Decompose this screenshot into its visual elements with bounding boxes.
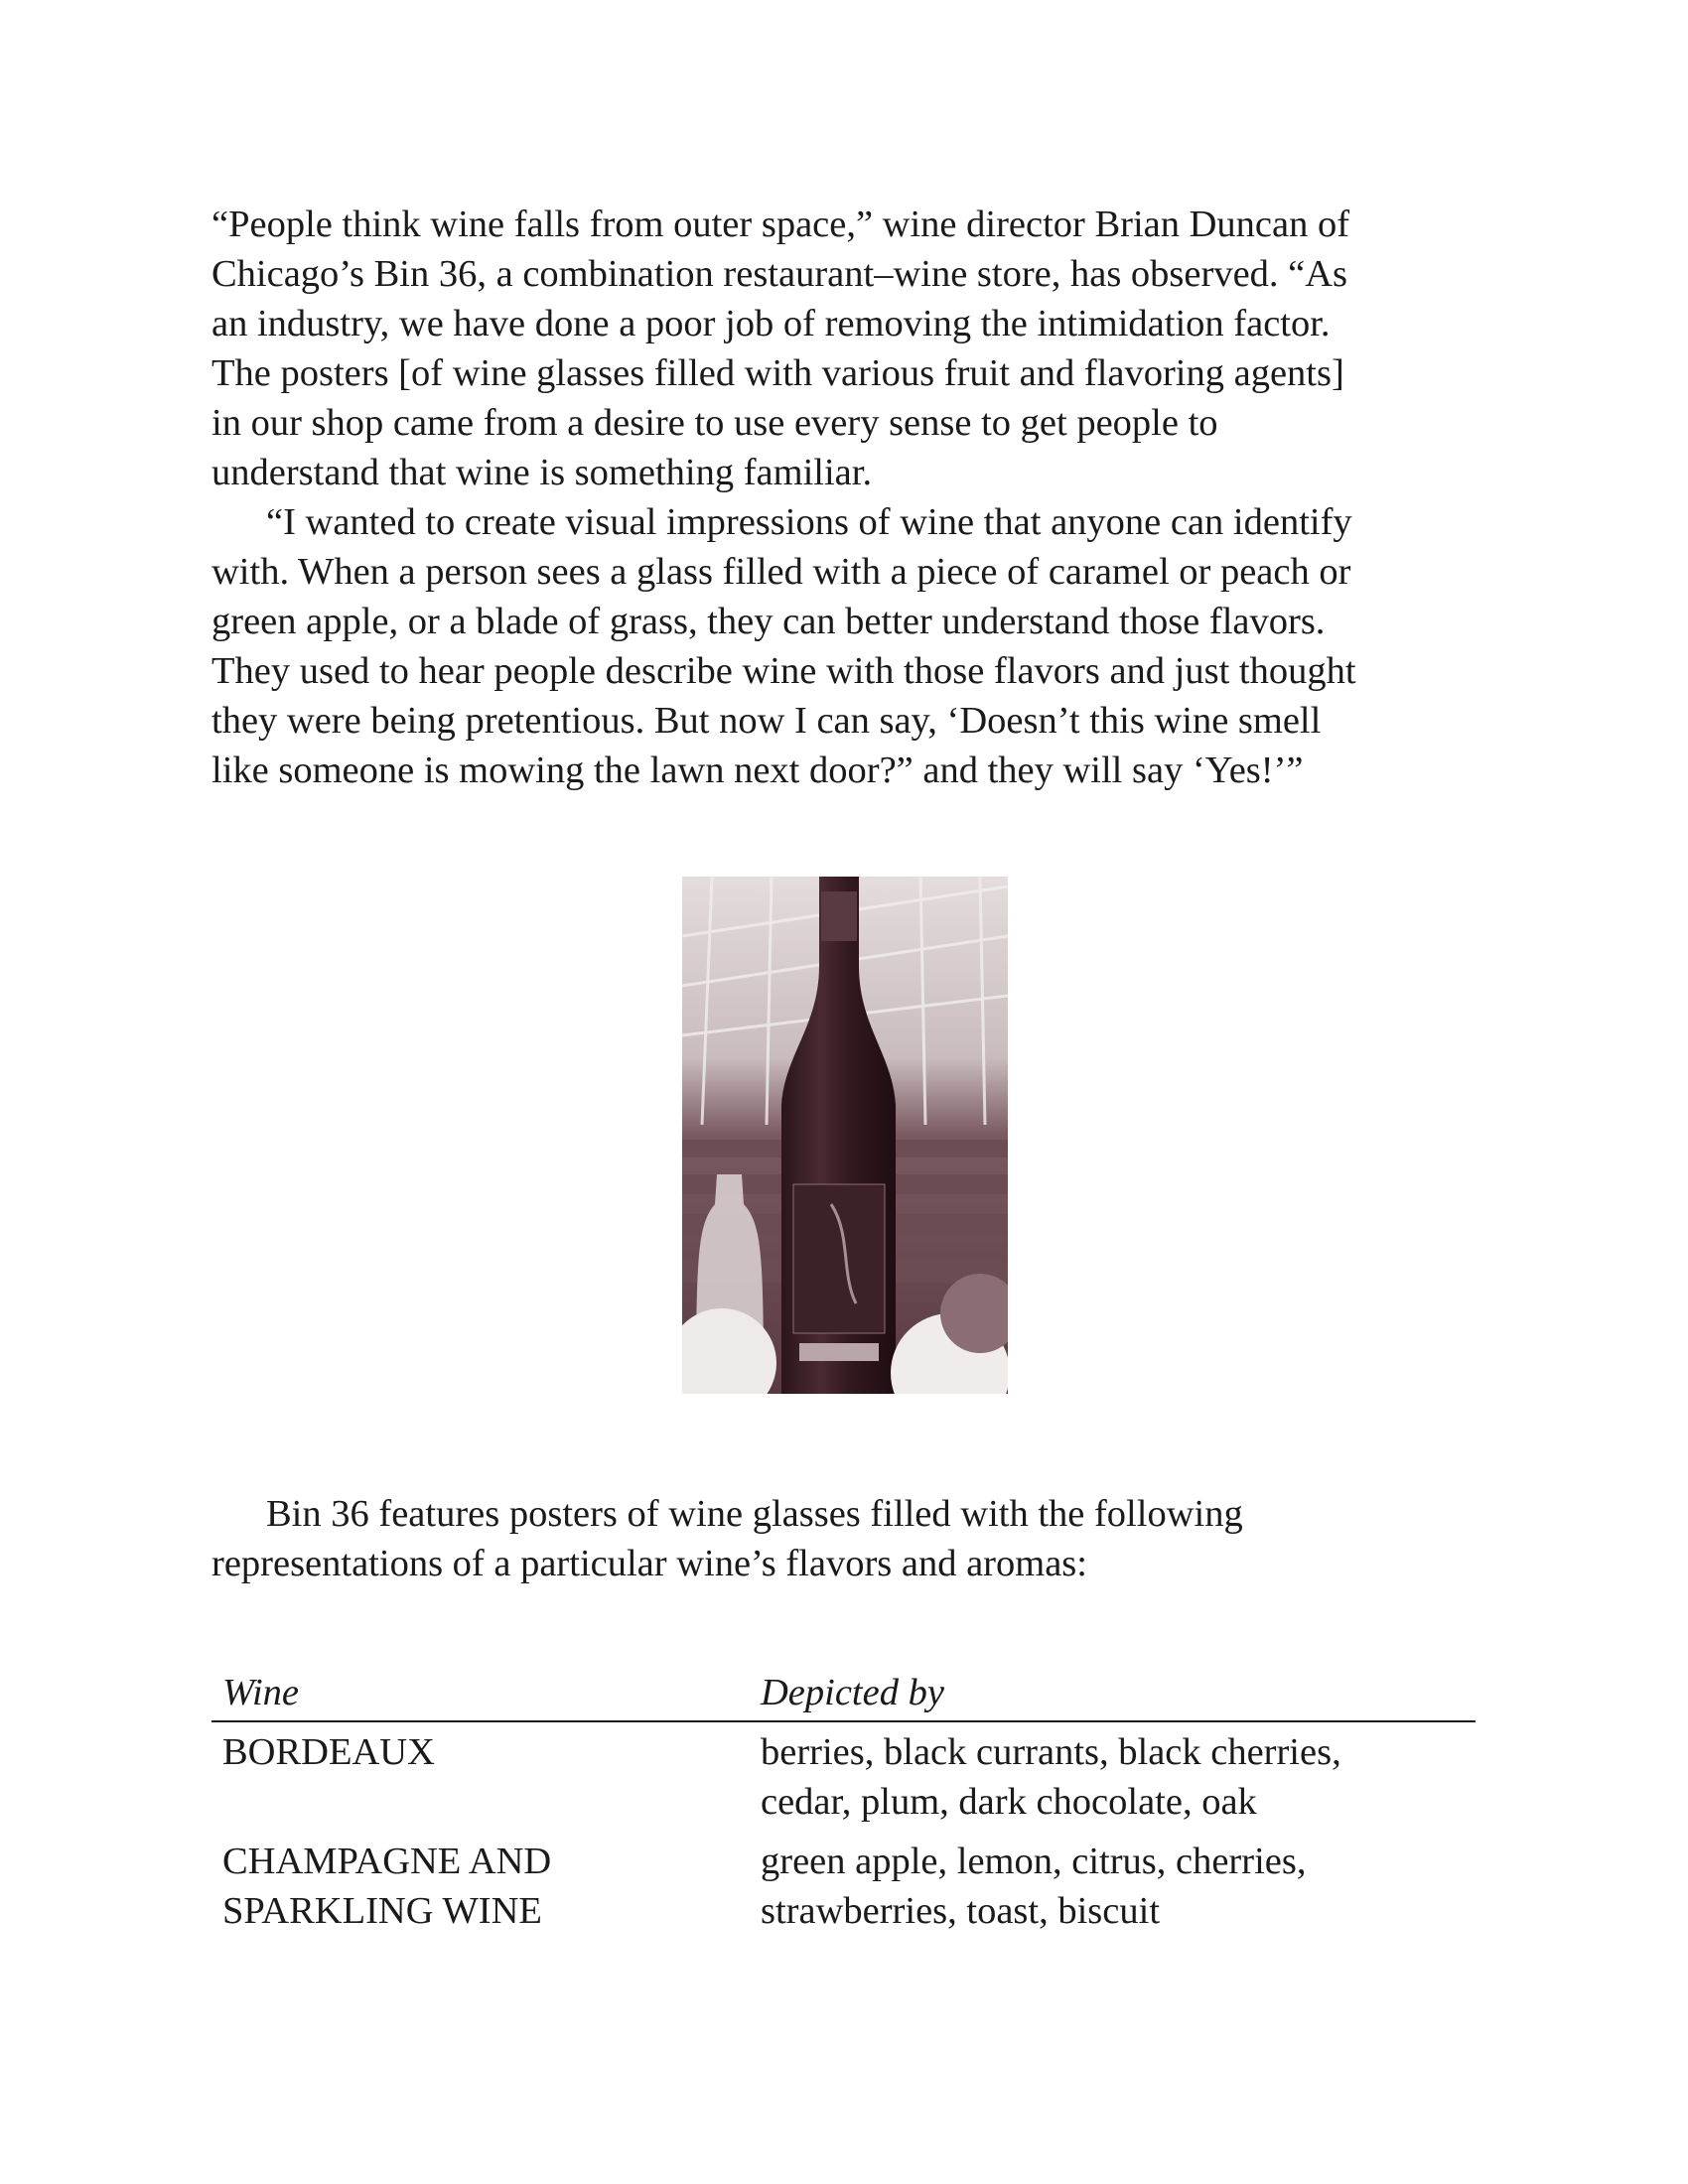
text-line: “People think wine falls from outer space,” wine director Brian Duncan of — [211, 204, 1350, 245]
text-line: like someone is mowing the lawn next door?” and they will say ‘Yes!’” — [211, 750, 1304, 791]
cell-line: BORDEAUX — [222, 1731, 435, 1773]
wine-cell — [222, 1837, 551, 1936]
text-line: The posters [of wine glasses filled with various fruit and flavoring agents] — [211, 352, 1344, 394]
table-header — [211, 1665, 1476, 1722]
text-line: understand that wine is something familiar. — [211, 452, 873, 493]
depicted-cell — [761, 1837, 1306, 1936]
text-line: an industry, we have done a poor job of removing the intimidation factor. — [211, 303, 1331, 344]
text-line: Chicago’s Bin 36, a combination restaurant–wine store, has observed. “As — [211, 253, 1348, 295]
table-row — [211, 1837, 1476, 1936]
text-line: with. When a person sees a glass filled with a piece of caramel or peach or — [211, 551, 1351, 593]
wine-bottle-photo — [682, 877, 1008, 1394]
text-line: they were being pretentious. But now I can say, ‘Doesn’t this wine smell — [211, 700, 1322, 742]
bottle-capsule — [821, 891, 857, 941]
cell-line: SPARKLING WINE — [222, 1890, 542, 1932]
cell-line: strawberries, toast, biscuit — [761, 1890, 1161, 1932]
quote-paragraph-2 — [211, 497, 1482, 795]
text-line: in our shop came from a desire to use every sense to get people to — [211, 402, 1218, 444]
table-row — [211, 1727, 1476, 1837]
cell-line: CHAMPAGNE AND — [222, 1841, 552, 1882]
cell-line: berries, black currants, black cherries, — [761, 1731, 1341, 1773]
wine-cell — [222, 1727, 435, 1777]
column-header-depicted-by: Depicted by — [761, 1672, 944, 1713]
depicted-cell — [761, 1727, 1341, 1827]
column-header-wine: Wine — [222, 1672, 299, 1713]
wine-flavor-table — [211, 1665, 1476, 1936]
cell-line: green apple, lemon, citrus, cherries, — [761, 1841, 1307, 1882]
text-line: They used to hear people describe wine with those flavors and just thought — [211, 650, 1356, 692]
text-line: representations of a particular wine’s flavors and aromas: — [211, 1543, 1087, 1584]
intro-paragraph — [211, 1489, 1482, 1588]
quote-paragraph-1 — [211, 200, 1482, 497]
text-line: Bin 36 features posters of wine glasses filled with the following — [266, 1493, 1243, 1535]
bottle-label — [793, 1184, 885, 1333]
text-line: green apple, or a blade of grass, they can better understand those flavors. — [211, 601, 1326, 642]
cell-line: cedar, plum, dark chocolate, oak — [761, 1781, 1257, 1823]
wine-bottle-illustration — [682, 877, 1008, 1394]
label-text-band — [799, 1343, 879, 1361]
text-line: “I wanted to create visual impressions of wine that anyone can identify — [266, 501, 1352, 543]
